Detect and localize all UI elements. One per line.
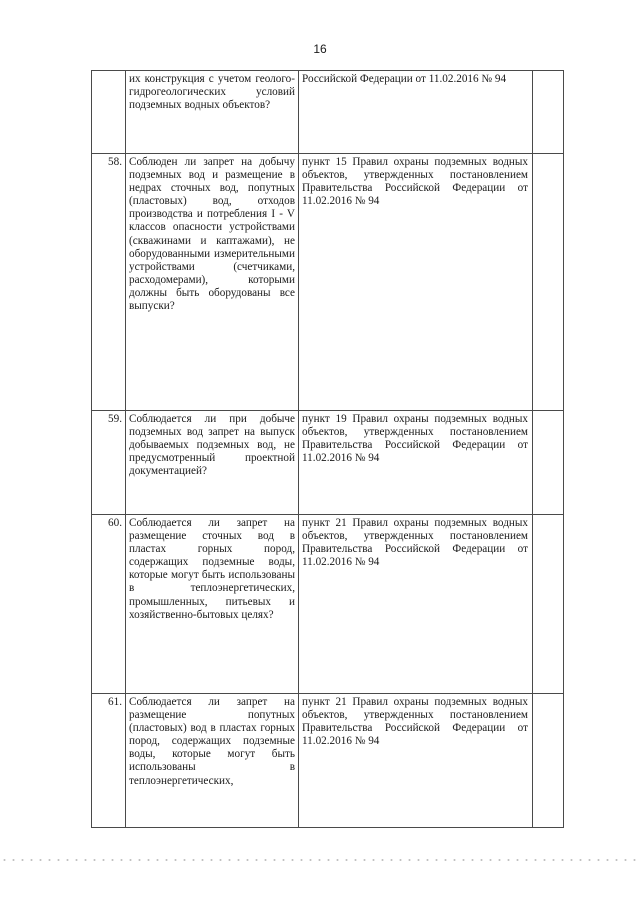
table-row (92, 694, 564, 828)
question-cell: Соблюден ли запрет на добычу подземных вод и размещение в недрах сточных вод, попутных (пластовых) вод, отходов производства и потребления I - V классов опасности устройствами (скважинами и каптажами), не оборудованными измерительными устройствами (счетчиками, расходомерами), которыми должны быть оборудованы все выпуски? (126, 154, 299, 411)
checklist-table (91, 70, 564, 828)
legal-reference-cell: пункт 15 Правил охраны подземных водных объектов, утвержденных постановлением Правительства Российской Федерации от 11.02.2016 № 94 (299, 154, 533, 411)
question-cell: Соблюдается ли запрет на размещение попутных (пластовых) вод в пластах горных пород, содержащих подземные воды, которые могут быть использованы в теплоэнергетических, (126, 694, 299, 828)
legal-reference-cell: пункт 21 Правил охраны подземных водных объектов, утвержденных постановлением Правительства Российской Федерации от 11.02.2016 № 94 (299, 694, 533, 828)
row-number: 61. (92, 694, 126, 828)
answer-cell (533, 154, 564, 411)
table-row (92, 154, 564, 411)
table-row (92, 71, 564, 154)
question-cell: Соблюдается ли запрет на размещение сточных вод в пластах горных пород, содержащих подземные воды, которые могут быть использованы в теплоэнергетических, промышленных, питьевых и хозяйственно-бытовых целях? (126, 515, 299, 694)
row-number: 60. (92, 515, 126, 694)
row-number (92, 71, 126, 154)
row-number: 58. (92, 154, 126, 411)
legal-reference-cell: Российской Федерации от 11.02.2016 № 94 (299, 71, 533, 154)
legal-reference-cell: пункт 21 Правил охраны подземных водных объектов, утвержденных постановлением Правительства Российской Федерации от 11.02.2016 № 94 (299, 515, 533, 694)
answer-cell (533, 515, 564, 694)
row-number: 59. (92, 411, 126, 515)
table-row (92, 515, 564, 694)
question-cell: Соблюдается ли при добыче подземных вод запрет на выпуск добываемых подземных вод, не предусмотренный проектной документацией? (126, 411, 299, 515)
answer-cell (533, 411, 564, 515)
question-cell: их конструкция с учетом геолого-гидрогеологических условий подземных водных объектов? (126, 71, 299, 154)
answer-cell (533, 694, 564, 828)
legal-reference-cell: пункт 19 Правил охраны подземных водных объектов, утвержденных постановлением Правительства Российской Федерации от 11.02.2016 № 94 (299, 411, 533, 515)
page-number: 16 (313, 42, 327, 56)
scan-artifact-line (0, 858, 640, 862)
table-row (92, 411, 564, 515)
answer-cell (533, 71, 564, 154)
